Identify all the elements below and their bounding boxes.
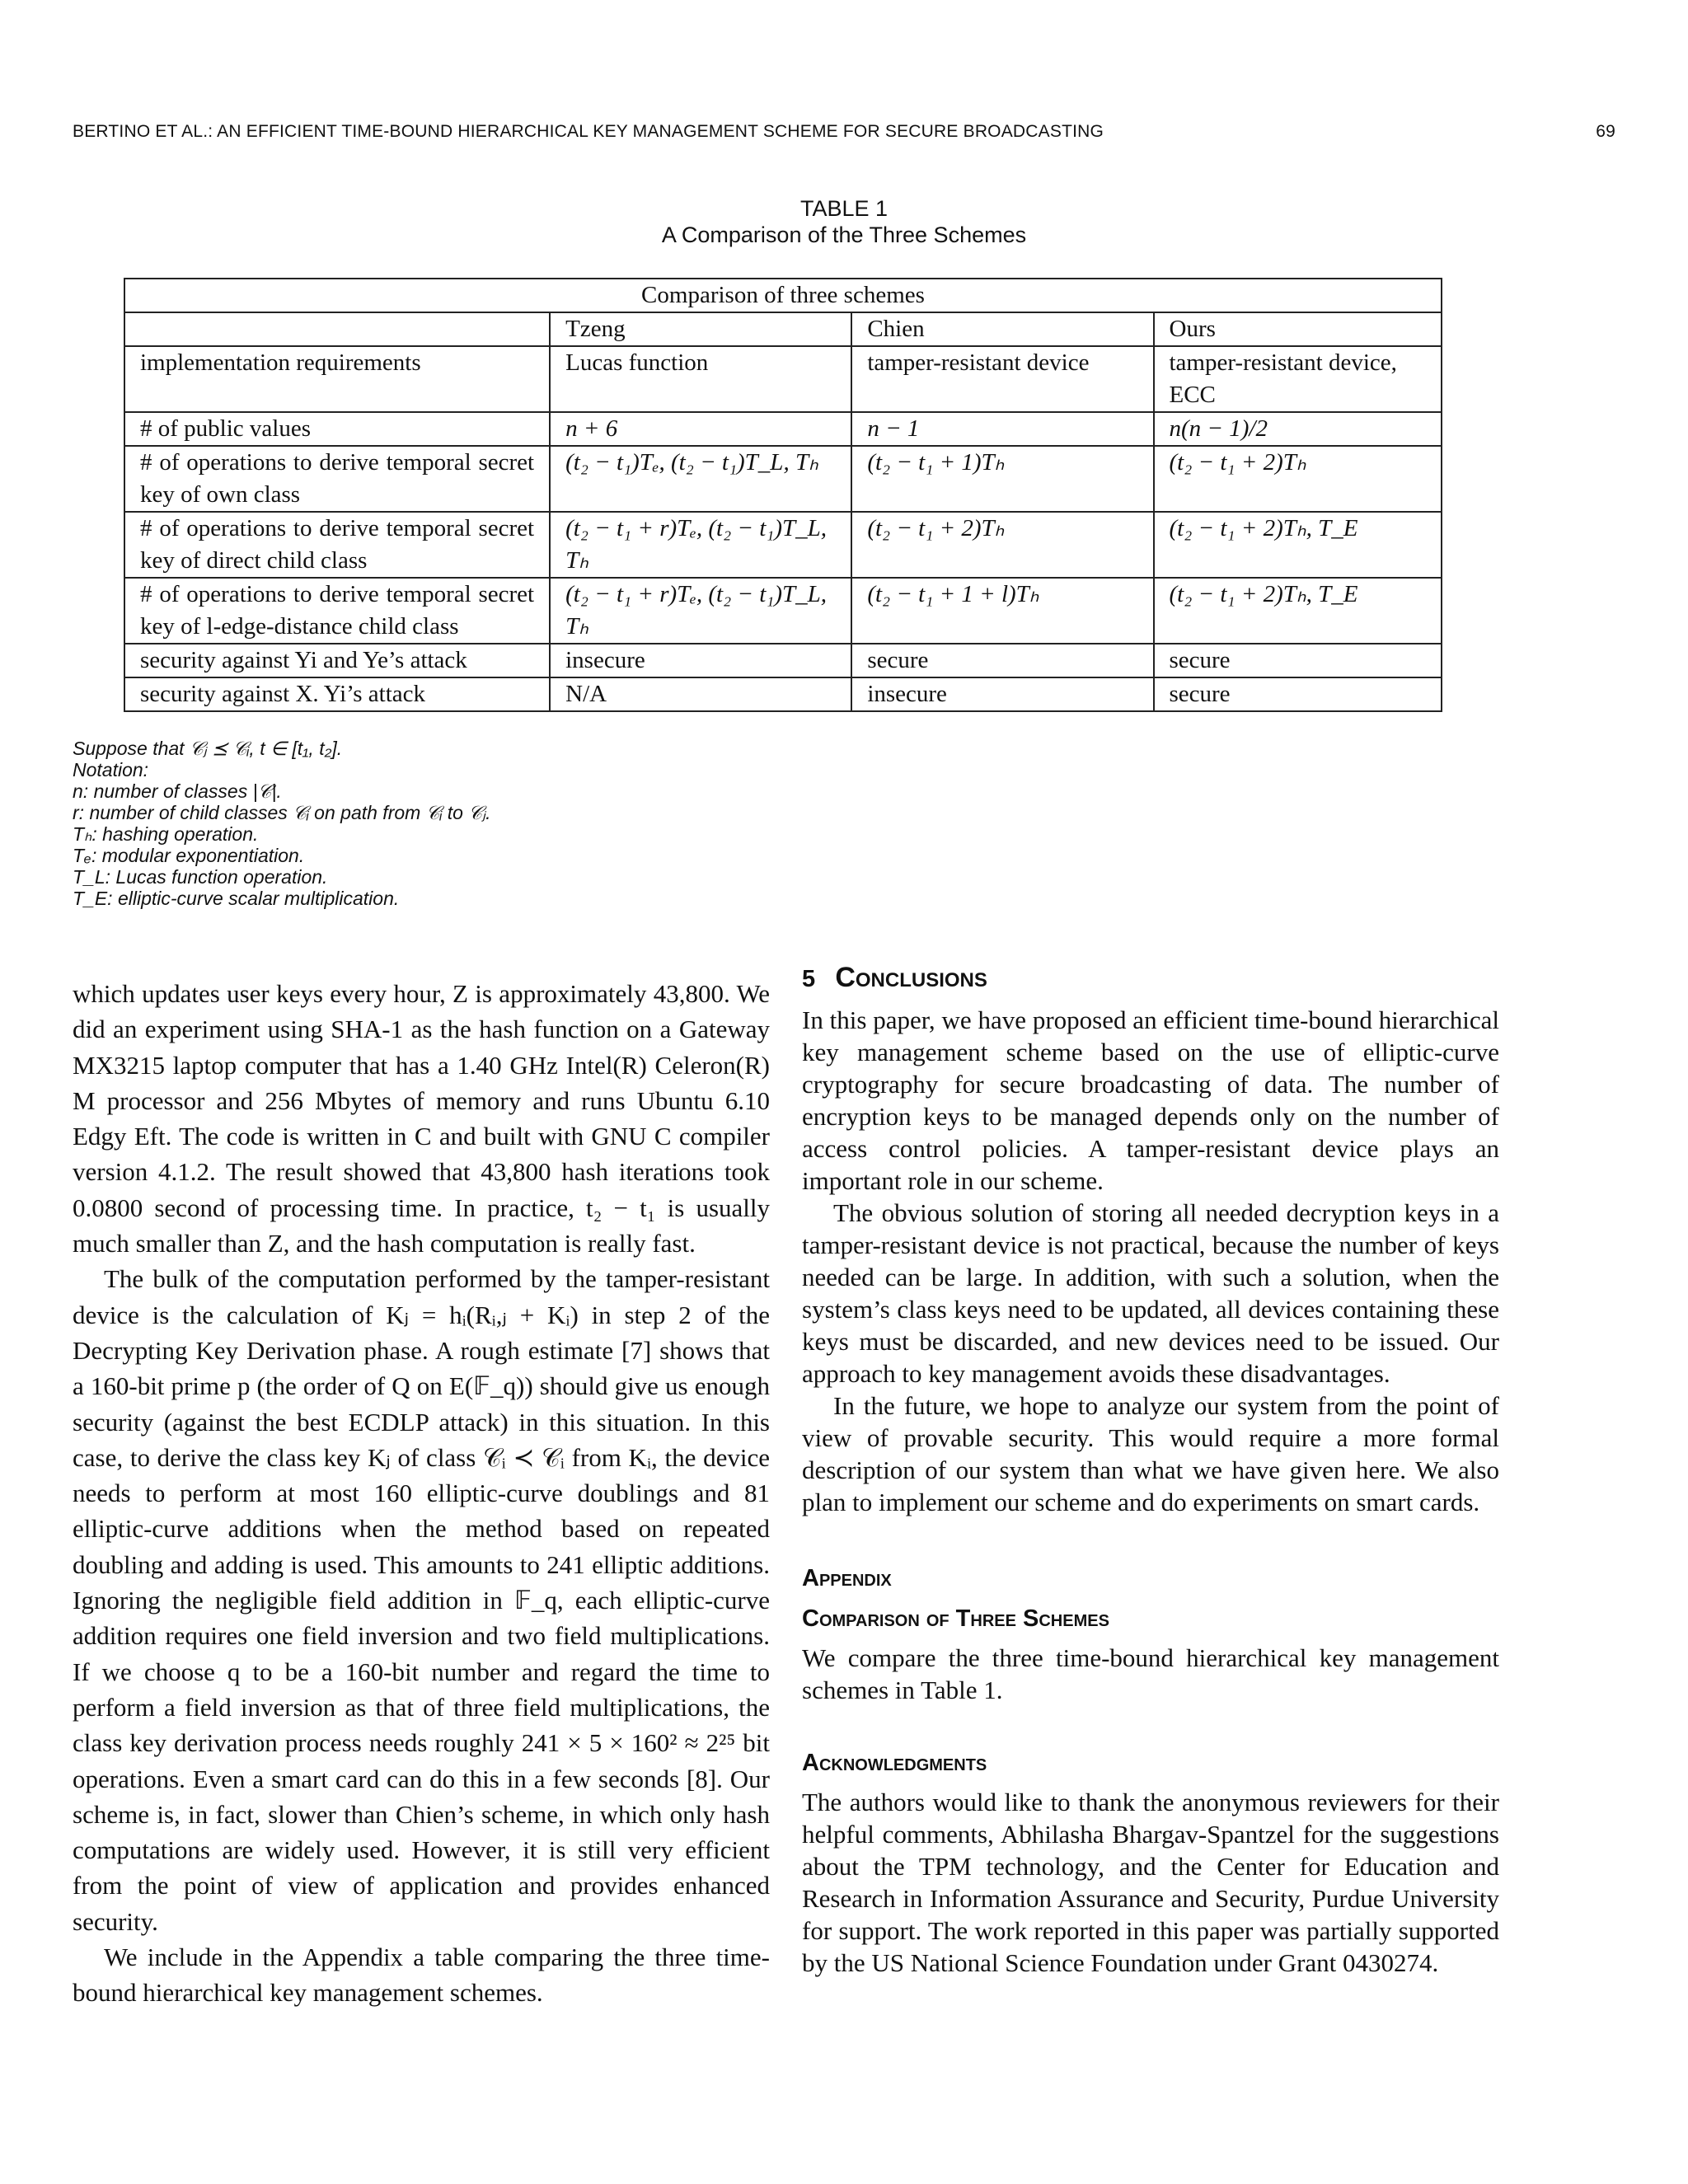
table-note: r: number of child classes 𝒞ᵢ on path from 𝒞ᵢ to 𝒞ⱼ.	[73, 802, 491, 823]
table-note: T_E: elliptic-curve scalar multiplication.	[73, 888, 400, 909]
table-title-row	[124, 279, 1442, 312]
table-number: TABLE 1	[799, 196, 889, 221]
body-paragraph: which updates user keys every hour, Z is approximately 43,800. We did an experiment using SHA-1 as the hash function on a Gateway MX3215 laptop computer that has a 1.40 GHz Intel(R) Celeron(R) M processor and 256 Mbytes of memory and runs Ubuntu 6.10 Edgy Eft. The code is written in C and built with GNU C compiler version 4.1.2. The result showed that 43,800 hash iterations took 0.0800 second of processing time. In practice, t₂ − t₁ is usually much smaller than Z, and the hash computation is really fast.	[73, 979, 770, 1258]
table-cell: (t₂ − t₁ + 2)Tₕ, T_E	[1154, 512, 1442, 578]
table-cell: tamper-resistant device, ECC	[1154, 346, 1442, 412]
table-cell: n + 6	[550, 412, 851, 446]
body-paragraph: In the future, we hope to analyze our system from the point of view of provable security. This would require a more formal description of our system than what we have given here. We also plan to implement our scheme and do experiments on smart cards.	[802, 1391, 1499, 1516]
table-cell: security against Yi and Ye’s attack	[124, 644, 550, 677]
table-cell: (t₂ − t₁ + 2)Tₕ, T_E	[1154, 578, 1442, 644]
body-paragraph: We compare the three time-bound hierarchical key management schemes in Table 1.	[802, 1643, 1499, 1704]
section-title: Conclusions	[835, 962, 987, 993]
table-cell: n(n − 1)/2	[1154, 412, 1442, 446]
table-cell: security against X. Yi’s attack	[124, 677, 550, 711]
table-caption: A Comparison of the Three Schemes	[661, 223, 1027, 247]
table-cell: secure	[851, 644, 1153, 677]
table-header-row	[124, 312, 1442, 346]
table-cell: implementation requirements	[124, 346, 550, 412]
table-row	[124, 512, 1442, 578]
body-paragraph: We include in the Appendix a table comparing the three time-bound hierarchical key management schemes.	[73, 1943, 770, 2008]
table-title-cell: Comparison of three schemes	[124, 279, 1442, 312]
table-cell: (t₂ − t₁ + 1 + l)Tₕ	[851, 578, 1153, 644]
table-cell: # of operations to derive temporal secret key of direct child class	[124, 512, 550, 578]
table-cell: tamper-resistant device	[851, 346, 1153, 412]
table-cell: secure	[1154, 677, 1442, 711]
table-note: n: number of classes |𝒞|.	[73, 780, 282, 802]
table-note: Suppose that 𝒞ⱼ ⪯ 𝒞ᵢ, t ∈ [t₁, t₂].	[73, 738, 343, 759]
table-cell: (t₂ − t₁ + 2)Tₕ	[1154, 446, 1442, 512]
body-paragraph: The authors would like to thank the anonymous reviewers for their helpful comments, Abhilasha Bhargav-Spantzel for the suggestions about the TPM technology, and the Center for Education and Research in Information Assurance and Security, Purdue University for support. The work reported in this paper was partially supported by the US National Science Foundation under Grant 0430274.	[802, 1788, 1499, 1977]
table-header-empty	[124, 312, 550, 346]
table-cell: N/A	[550, 677, 851, 711]
table-cell: secure	[1154, 644, 1442, 677]
body-paragraph: In this paper, we have proposed an efficient time-bound hierarchical key management scheme based on the use of elliptic-curve cryptography for secure broadcasting of data. The number of encryption keys to be managed depends only on the number of access control policies. A tamper-resistant device plays an important role in our scheme.	[802, 1005, 1499, 1195]
table-cell: # of public values	[124, 412, 550, 446]
table-cell: (t₂ − t₁ + 1)Tₕ	[851, 446, 1153, 512]
table-cell: insecure	[550, 644, 851, 677]
table-note: T_L: Lucas function operation.	[73, 866, 328, 888]
left-column	[73, 976, 770, 2011]
conclusions-heading	[802, 962, 1499, 996]
table-cell: Lucas function	[550, 346, 851, 412]
table-note: Tₕ: hashing operation.	[73, 823, 259, 845]
table-row	[124, 578, 1442, 644]
body-paragraph: The bulk of the computation performed by the tamper-resistant device is the calculation of Kⱼ = hᵢ(Rᵢ,ⱼ + Kᵢ) in step 2 of the Decrypting Key Derivation phase. A rough estimate [7] shows that a 160-bit prime p (the order of Q on E(𝔽_q)) should give us enough security (against the best ECDLP attack) in this situation. In this case, to derive the class key Kⱼ of class 𝒞ᵢ ≺ 𝒞ᵢ from Kᵢ, the device needs to perform at most 160 elliptic-curve doublings and 81 elliptic-curve additions when the method based on repeated doubling and adding is used. This amounts to 241 elliptic additions. Ignoring the negligible field addition in 𝔽_q, each elliptic-curve addition requires one field inversion and two field multiplications. If we choose q to be a 160-bit number and regard the time to perform a field inversion as that of three field multiplications, the class key derivation process needs roughly 241 × 5 × 160² ≈ 2²⁵ bit operations. Even a smart card can do this in a few seconds [8]. Our scheme is, in fact, slower than Chien’s scheme, in which only hash computations are widely used. However, it is still very efficient from the point of view of application and provides enhanced security.	[73, 1264, 770, 1936]
running-title: BERTINO ET AL.: AN EFFICIENT TIME-BOUND HIERARCHICAL KEY MANAGEMENT SCHEME FOR SECURE BROADCASTING	[73, 122, 1104, 141]
table-cell: (t₂ − t₁ + r)Tₑ, (t₂ − t₁)T_L, Tₕ	[550, 512, 851, 578]
appendix-heading: Appendix	[802, 1565, 892, 1591]
table-cell: (t₂ − t₁ + 2)Tₕ	[851, 512, 1153, 578]
right-column	[802, 962, 1499, 1979]
table-cell: # of operations to derive temporal secret key of l-edge-distance child class	[124, 578, 550, 644]
table-row	[124, 644, 1442, 677]
acknowledgments-heading: Acknowledgments	[802, 1750, 987, 1776]
table-notes	[73, 738, 490, 909]
comparison-table	[124, 278, 1442, 712]
table-cell: (t₂ − t₁ + r)Tₑ, (t₂ − t₁)T_L, Tₕ	[550, 578, 851, 644]
table-cell: n − 1	[851, 412, 1153, 446]
running-header	[73, 122, 1615, 142]
table-cell: # of operations to derive temporal secret key of own class	[124, 446, 550, 512]
section-number: 5	[802, 966, 816, 992]
table-row	[124, 346, 1442, 412]
appendix-subheading: Comparison of Three Schemes	[802, 1605, 1109, 1632]
body-paragraph: The obvious solution of storing all needed decryption keys in a tamper-resistant device is not practical, because the number of keys needed can be large. In addition, with such a solution, when the system’s class keys need to be updated, all devices containing these keys must be discarded, and new devices need to be issued. Our approach to key management avoids these disadvantages.	[802, 1198, 1499, 1388]
table-row	[124, 412, 1442, 446]
table-note: Notation:	[73, 759, 149, 780]
table-row	[124, 446, 1442, 512]
table-cell: insecure	[851, 677, 1153, 711]
page-number: 69	[1596, 122, 1615, 141]
table-header-cell: Chien	[851, 312, 1153, 346]
table-header-cell: Tzeng	[550, 312, 851, 346]
table-row	[124, 677, 1442, 711]
table-cell: (t₂ − t₁)Tₑ, (t₂ − t₁)T_L, Tₕ	[550, 446, 851, 512]
table-header-cell: Ours	[1154, 312, 1442, 346]
table-note: Tₑ: modular exponentiation.	[73, 845, 305, 866]
